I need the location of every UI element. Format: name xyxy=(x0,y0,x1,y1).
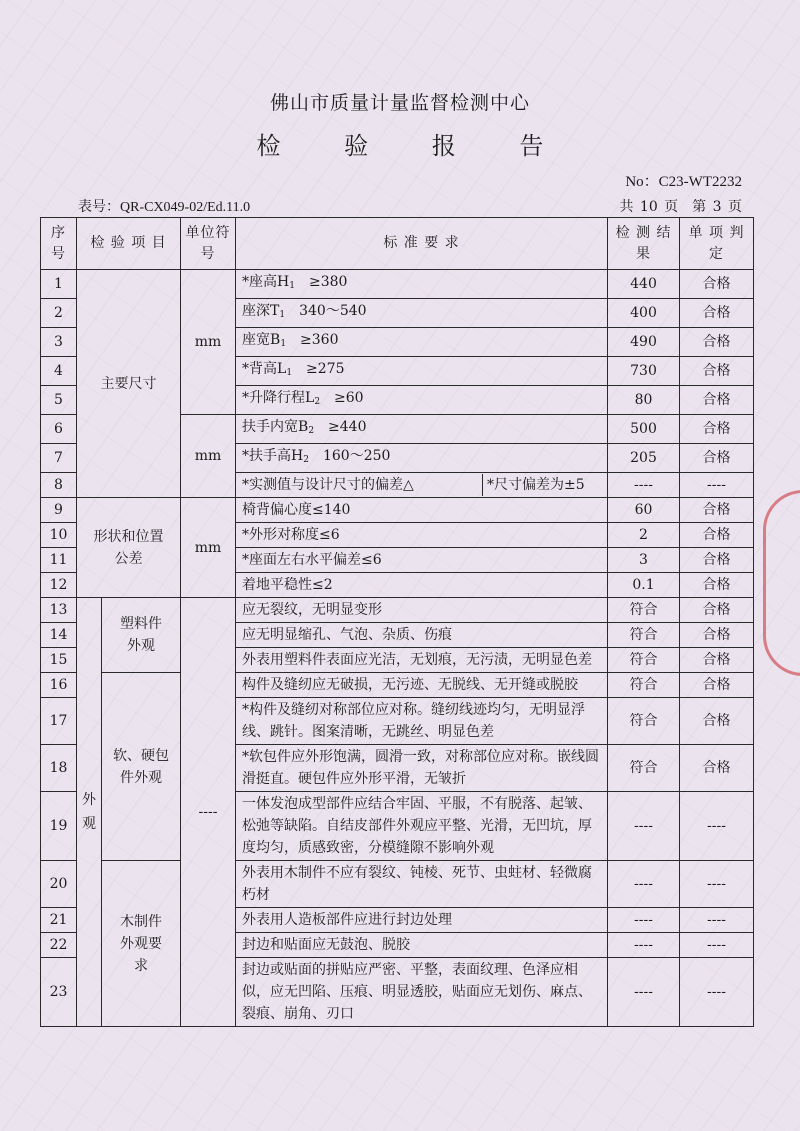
row-seq: 2 xyxy=(41,299,77,328)
row-result: 符合 xyxy=(608,598,680,623)
row-requirement: 座深$T_1$ 340～540 xyxy=(236,299,608,328)
row-requirement: 封边和贴面应无鼓泡、脱胶 xyxy=(236,933,608,958)
row-verdict: 合格 xyxy=(680,444,754,473)
row-verdict: ---- xyxy=(680,933,754,958)
header-verdict: 单 项 判 定 xyxy=(680,218,754,270)
row-result: 符合 xyxy=(608,673,680,698)
row-requirement: 应无明显缩孔、气泡、杂质、伤痕 xyxy=(236,623,608,648)
table-header-row xyxy=(41,218,754,270)
group-appearance: 外观 xyxy=(77,598,102,1027)
header-result: 检 测 结 果 xyxy=(608,218,680,270)
row-verdict: ---- xyxy=(680,473,754,498)
row-requirement: *座面左右水平偏差≤6 xyxy=(236,548,608,573)
row-result: 60 xyxy=(608,498,680,523)
red-seal-stamp xyxy=(763,490,800,676)
row-verdict: 合格 xyxy=(680,498,754,523)
row-requirement: 座宽$B_1$ ≥360 xyxy=(236,328,608,357)
row-requirement: 扶手内宽$B_2$ ≥440 xyxy=(236,415,608,444)
row-result: 0.1 xyxy=(608,573,680,598)
page-info: 共 10 页 第 3 页 xyxy=(619,199,742,215)
row-seq: 23 xyxy=(41,958,77,1027)
group-soft-hard-appearance: 软、硬包件外观 xyxy=(102,673,181,861)
row-result: ---- xyxy=(608,861,680,908)
inspection-table xyxy=(40,217,754,1027)
table-row xyxy=(41,673,754,698)
row-result: 490 xyxy=(608,328,680,357)
row-seq: 6 xyxy=(41,415,77,444)
row-verdict: ---- xyxy=(680,958,754,1027)
row-result: 400 xyxy=(608,299,680,328)
row-verdict: 合格 xyxy=(680,299,754,328)
row-seq: 3 xyxy=(41,328,77,357)
row-verdict: 合格 xyxy=(680,573,754,598)
row-result: ---- xyxy=(608,473,680,498)
row-verdict: ---- xyxy=(680,861,754,908)
row-result: 205 xyxy=(608,444,680,473)
row-seq: 20 xyxy=(41,861,77,908)
row-requirement: *升降行程$L_2$ ≥60 xyxy=(236,386,608,415)
row-requirement: 外表用塑料件表面应光洁，无划痕，无污渍，无明显色差 xyxy=(236,648,608,673)
row-verdict: 合格 xyxy=(680,328,754,357)
row-seq: 22 xyxy=(41,933,77,958)
row-requirement: 着地平稳性≤2 xyxy=(236,573,608,598)
row-seq: 13 xyxy=(41,598,77,623)
row-seq: 15 xyxy=(41,648,77,673)
row-verdict: 合格 xyxy=(680,357,754,386)
header-item: 检 验 项 目 xyxy=(77,218,181,270)
row-verdict: 合格 xyxy=(680,270,754,299)
row-seq: 12 xyxy=(41,573,77,598)
row-seq: 19 xyxy=(41,792,77,861)
row-result: ---- xyxy=(608,908,680,933)
row-verdict: ---- xyxy=(680,792,754,861)
row-seq: 18 xyxy=(41,745,77,792)
row-verdict: 合格 xyxy=(680,673,754,698)
header-unit: 单位符号 xyxy=(181,218,236,270)
row-result: 符合 xyxy=(608,745,680,792)
header-seq: 序号 xyxy=(41,218,77,270)
row-requirement: 外表用人造板部件应进行封边处理 xyxy=(236,908,608,933)
unit-mm: mm xyxy=(181,415,236,498)
row-seq: 7 xyxy=(41,444,77,473)
group-plastic-appearance: 塑料件外观 xyxy=(102,598,181,673)
row-requirement: *外形对称度≤6 xyxy=(236,523,608,548)
row-result: ---- xyxy=(608,958,680,1027)
report-number: No：C23-WT2232 xyxy=(625,174,742,190)
row-result: 730 xyxy=(608,357,680,386)
table-row xyxy=(41,498,754,523)
group-main-dimensions: 主要尺寸 xyxy=(77,270,181,498)
unit-mm: mm xyxy=(181,498,236,598)
row-seq: 21 xyxy=(41,908,77,933)
row-verdict: 合格 xyxy=(680,648,754,673)
unit-mm: mm xyxy=(181,270,236,415)
unit-dash: ---- xyxy=(181,598,236,1027)
group-wood-appearance: 木制件外观要求 xyxy=(102,861,181,1027)
row-seq: 10 xyxy=(41,523,77,548)
row-seq: 4 xyxy=(41,357,77,386)
row-verdict: 合格 xyxy=(680,415,754,444)
row-result: 符合 xyxy=(608,698,680,745)
row-requirement: *背高$L_1$ ≥275 xyxy=(236,357,608,386)
table-row xyxy=(41,270,754,299)
group-shape-tolerance: 形状和位置公差 xyxy=(77,498,181,598)
row-requirement: *软包件应外形饱满，圆滑一致，对称部位应对称。嵌线圆滑挺直。硬包件应外形平滑，无皱折 xyxy=(236,745,608,792)
row-seq: 16 xyxy=(41,673,77,698)
row-verdict: 合格 xyxy=(680,548,754,573)
row-seq: 5 xyxy=(41,386,77,415)
row-verdict: 合格 xyxy=(680,386,754,415)
row-verdict: ---- xyxy=(680,908,754,933)
row-result: 2 xyxy=(608,523,680,548)
row-verdict: 合格 xyxy=(680,745,754,792)
row-result: 符合 xyxy=(608,623,680,648)
form-number: 表号：QR-CX049-02/Ed.11.0 xyxy=(78,200,251,215)
row-seq: 1 xyxy=(41,270,77,299)
row-seq: 9 xyxy=(41,498,77,523)
row-seq: 17 xyxy=(41,698,77,745)
row-result: ---- xyxy=(608,933,680,958)
table-row xyxy=(41,598,754,623)
row-requirement: *座高$H_1$ ≥380 xyxy=(236,270,608,299)
row-seq: 14 xyxy=(41,623,77,648)
row-verdict: 合格 xyxy=(680,523,754,548)
row-result: ---- xyxy=(608,792,680,861)
table-row xyxy=(41,861,754,908)
deviation-label: *实测值与设计尺寸的偏差△ xyxy=(242,474,483,496)
deviation-tolerance: *尺寸偏差为±5 xyxy=(487,477,585,493)
row-result: 80 xyxy=(608,386,680,415)
row-result: 440 xyxy=(608,270,680,299)
row-requirement: 构件及缝纫应无破损，无污迹、无脱线、无开缝或脱胶 xyxy=(236,673,608,698)
report-title: 检 验 报 告 xyxy=(256,132,572,160)
row-seq: 11 xyxy=(41,548,77,573)
row-requirement xyxy=(236,473,608,498)
header-requirement: 标 准 要 求 xyxy=(236,218,608,270)
row-requirement: 外表用木制件不应有裂纹、钝棱、死节、虫蛀材、轻微腐朽材 xyxy=(236,861,608,908)
row-requirement: *扶手高$H_2$ 160～250 xyxy=(236,444,608,473)
row-result: 3 xyxy=(608,548,680,573)
row-verdict: 合格 xyxy=(680,598,754,623)
row-verdict: 合格 xyxy=(680,698,754,745)
row-requirement: 一体发泡成型部件应结合牢固、平服，不有脱落、起皱、松弛等缺陷。自结皮部件外观应平整、光滑，无凹坑，厚度均匀，质感致密，分模缝隙不影响外观 xyxy=(236,792,608,861)
row-requirement: 应无裂纹，无明显变形 xyxy=(236,598,608,623)
organization-name: 佛山市质量计量监督检测中心 xyxy=(269,92,530,114)
row-requirement: 封边或贴面的拼贴应严密、平整，表面纹理、色泽应相似，应无凹陷、压痕、明显透胶，贴面应无划伤、麻点、裂痕、崩角、刃口 xyxy=(236,958,608,1027)
row-requirement: *构件及缝纫对称部位应对称。缝纫线迹均匀，无明显浮线、跳针。图案清晰，无跳丝、明显色差 xyxy=(236,698,608,745)
row-seq: 8 xyxy=(41,473,77,498)
row-verdict: 合格 xyxy=(680,623,754,648)
row-result: 符合 xyxy=(608,648,680,673)
row-requirement: 椅背偏心度≤140 xyxy=(236,498,608,523)
row-result: 500 xyxy=(608,415,680,444)
